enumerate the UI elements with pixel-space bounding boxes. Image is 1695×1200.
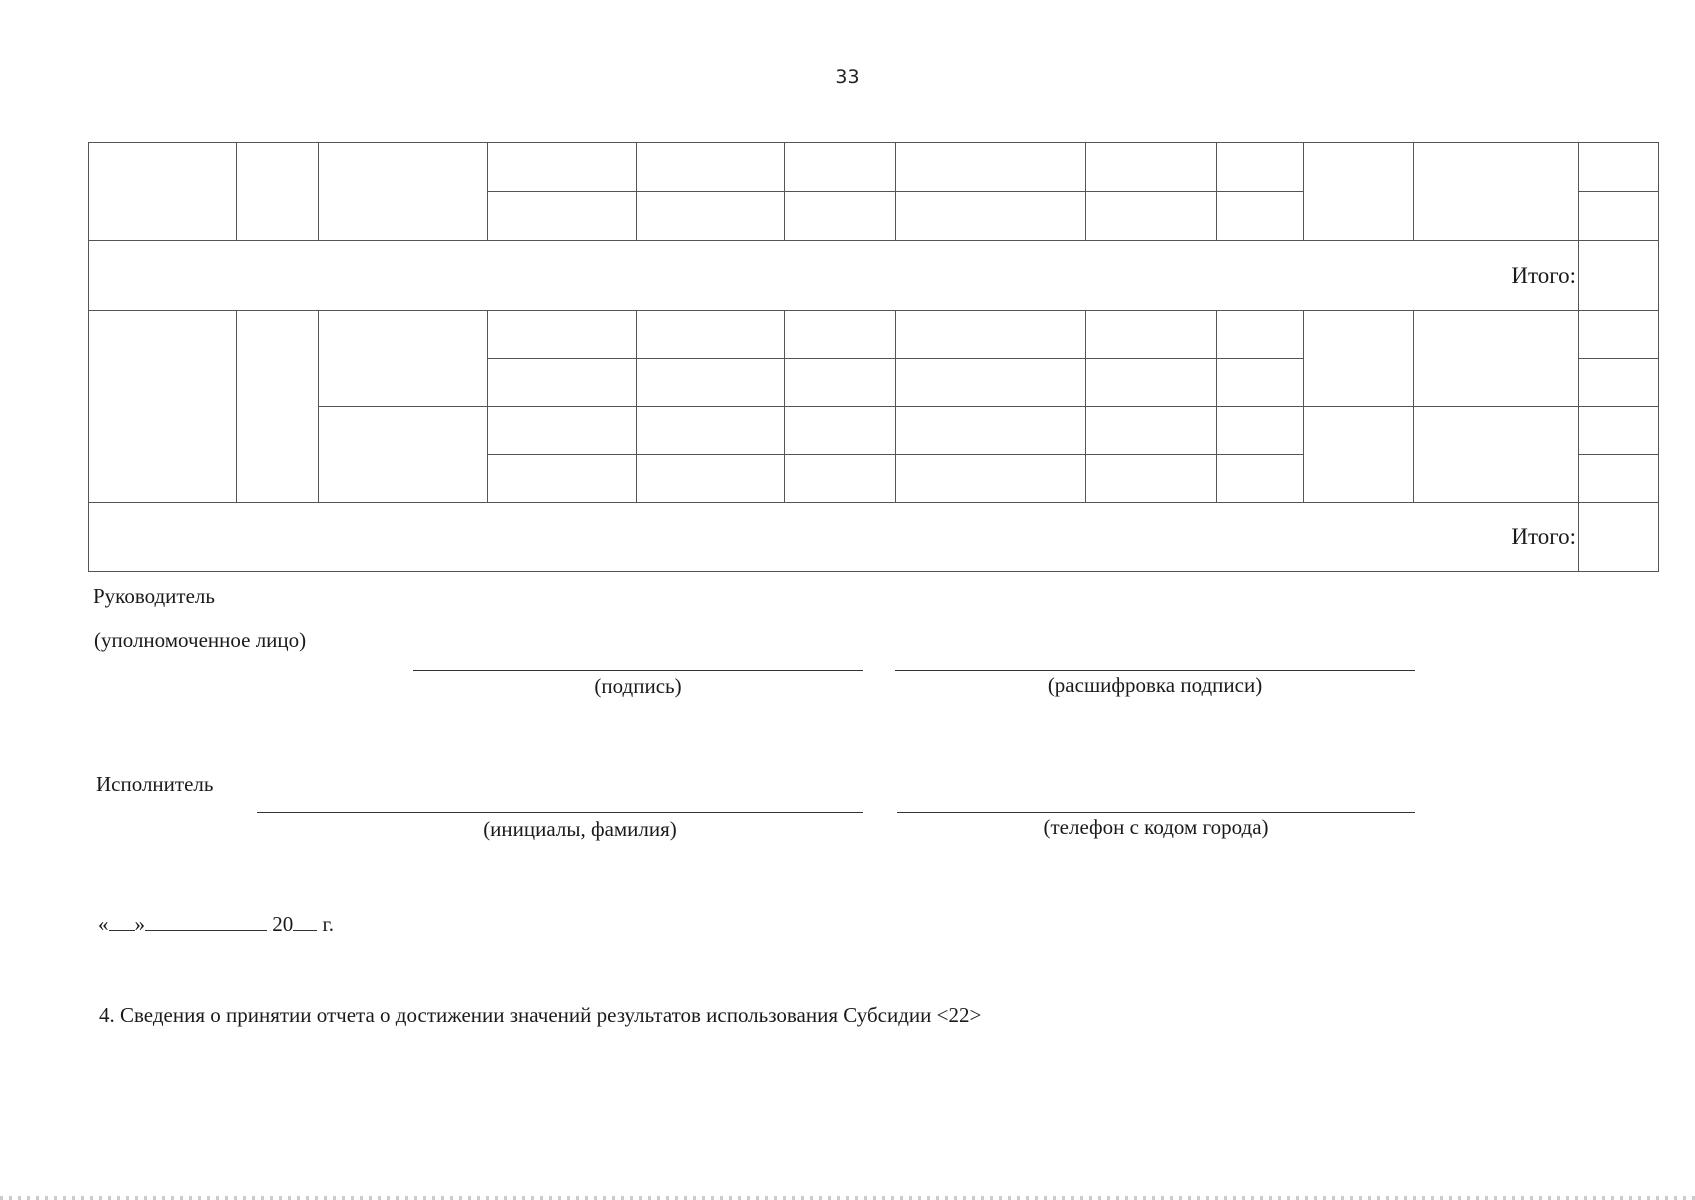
table-row <box>89 143 1659 192</box>
total-value-cell <box>1579 503 1659 572</box>
table-cell <box>1579 407 1659 455</box>
total-row <box>89 241 1659 311</box>
table-cell <box>319 311 488 407</box>
table-cell <box>1304 311 1414 407</box>
page-number: 33 <box>835 66 860 88</box>
table-cell <box>785 143 896 192</box>
table-cell <box>1304 143 1414 241</box>
table-cell <box>237 311 319 503</box>
signature-caption: (подпись) <box>594 674 682 698</box>
report-table <box>88 142 1659 572</box>
total-label: Итого: <box>89 241 1579 311</box>
table-cell <box>896 455 1086 503</box>
table-cell <box>637 407 785 455</box>
table-cell <box>488 359 637 407</box>
table-cell <box>896 143 1086 192</box>
table-cell <box>319 407 488 503</box>
initials-line <box>257 812 863 813</box>
table-cell <box>637 192 785 241</box>
table-cell <box>785 359 896 407</box>
table-cell <box>637 359 785 407</box>
table-cell <box>1217 192 1304 241</box>
table-cell <box>488 143 637 192</box>
table-cell <box>1217 143 1304 192</box>
table-cell <box>488 455 637 503</box>
table-cell <box>637 143 785 192</box>
section-heading: 4. Сведения о принятии отчета о достижении значений результатов использования Субсидии <22> <box>99 1003 982 1027</box>
table-cell <box>1579 359 1659 407</box>
year-blank <box>293 912 317 931</box>
table-cell <box>1304 407 1414 503</box>
table-row <box>89 407 1659 455</box>
table-cell <box>1217 455 1304 503</box>
table-cell <box>785 455 896 503</box>
phone-caption: (телефон с кодом города) <box>1043 815 1269 839</box>
scan-artifact-strip <box>0 1196 1695 1200</box>
table-cell <box>896 407 1086 455</box>
month-blank <box>145 912 267 931</box>
table-cell <box>1086 359 1217 407</box>
table-cell <box>1086 143 1217 192</box>
head-sublabel: (уполномоченное лицо) <box>94 628 307 652</box>
phone-line <box>897 812 1415 813</box>
signature-line <box>413 670 863 671</box>
date-open-quote: « <box>98 912 109 936</box>
table-cell <box>488 192 637 241</box>
total-row <box>89 503 1659 572</box>
date-line <box>98 912 334 937</box>
table-cell <box>896 359 1086 407</box>
table-cell <box>637 311 785 359</box>
table-cell <box>785 192 896 241</box>
table-cell <box>1414 311 1579 407</box>
date-close-quote: » <box>134 912 145 936</box>
table-cell <box>1217 311 1304 359</box>
table-cell <box>1086 455 1217 503</box>
table-cell <box>785 311 896 359</box>
table-cell <box>896 311 1086 359</box>
table-cell <box>319 143 488 241</box>
table-cell <box>1579 455 1659 503</box>
table-cell <box>1414 407 1579 503</box>
signature-decoding-caption: (расшифровка подписи) <box>1047 673 1263 697</box>
table-cell <box>1217 407 1304 455</box>
table-cell <box>1579 192 1659 241</box>
table-cell <box>488 407 637 455</box>
table-cell <box>1579 143 1659 192</box>
table-cell <box>785 407 896 455</box>
table-cell <box>637 455 785 503</box>
table-cell <box>1217 359 1304 407</box>
table-cell <box>488 311 637 359</box>
table-cell <box>1414 143 1579 241</box>
day-blank <box>109 912 135 931</box>
date-year-suffix: г. <box>322 912 334 936</box>
table-cell <box>1086 192 1217 241</box>
initials-caption: (инициалы, фамилия) <box>483 817 677 841</box>
table-row <box>89 311 1659 359</box>
total-label: Итого: <box>89 503 1579 572</box>
table-cell <box>89 311 237 503</box>
table-cell <box>896 192 1086 241</box>
table-cell <box>89 143 237 241</box>
table-cell <box>237 143 319 241</box>
signature-decoding-line <box>895 670 1415 671</box>
table-cell <box>1579 311 1659 359</box>
table-cell <box>1086 311 1217 359</box>
table-cell <box>1086 407 1217 455</box>
date-year-prefix: 20 <box>272 912 294 936</box>
executor-label: Исполнитель <box>96 772 214 796</box>
total-value-cell <box>1579 241 1659 311</box>
head-label: Руководитель <box>93 584 215 608</box>
